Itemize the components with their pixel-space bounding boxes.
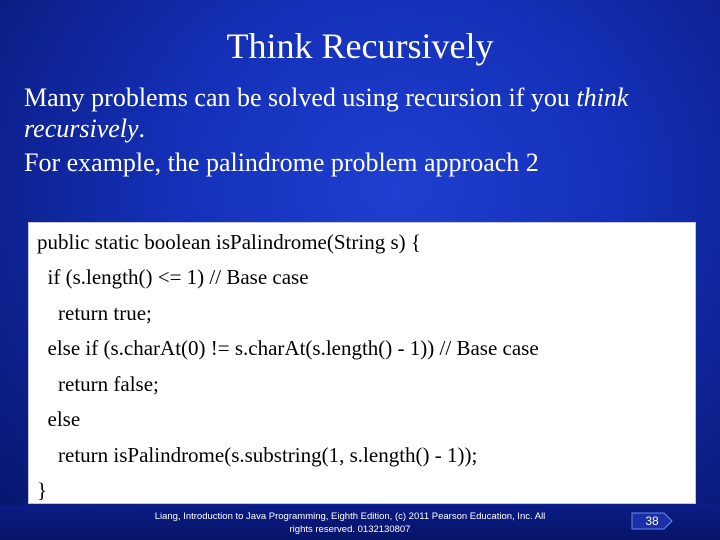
- code-line: return true;: [37, 301, 152, 325]
- code-line: public static boolean isPalindrome(String s) {: [37, 230, 421, 254]
- code-block: [28, 222, 696, 504]
- code-line: else: [37, 407, 81, 431]
- intro-text: Many problems can be solved using recursion if you: [24, 83, 577, 112]
- page-number: 38: [645, 514, 659, 528]
- code-line: return isPalindrome(s.substring(1, s.length() - 1));: [37, 443, 478, 467]
- page-number-badge: [630, 510, 674, 532]
- copyright-line-1: Liang, Introduction to Java Programming, Eighth Edition, (c) 2011 Pearson Education, Inc. All: [154, 511, 546, 522]
- code-line: return false;: [37, 372, 159, 396]
- code-line: else if (s.charAt(0) != s.charAt(s.length() - 1)) // Base case: [37, 336, 539, 360]
- code-line: if (s.length() <= 1) // Base case: [37, 265, 309, 289]
- intro-period: .: [138, 114, 146, 143]
- example-paragraph: For example, the palindrome problem approach 2: [24, 148, 539, 177]
- slide-title: Think Recursively: [226, 26, 494, 66]
- copyright-line-2: rights reserved. 0132130807: [289, 524, 411, 535]
- slide-body: [24, 82, 694, 181]
- intro-emphasis: think recursively: [24, 83, 629, 143]
- copyright-footer: [140, 510, 560, 536]
- intro-paragraph: [24, 82, 694, 144]
- code-line: }: [37, 478, 48, 502]
